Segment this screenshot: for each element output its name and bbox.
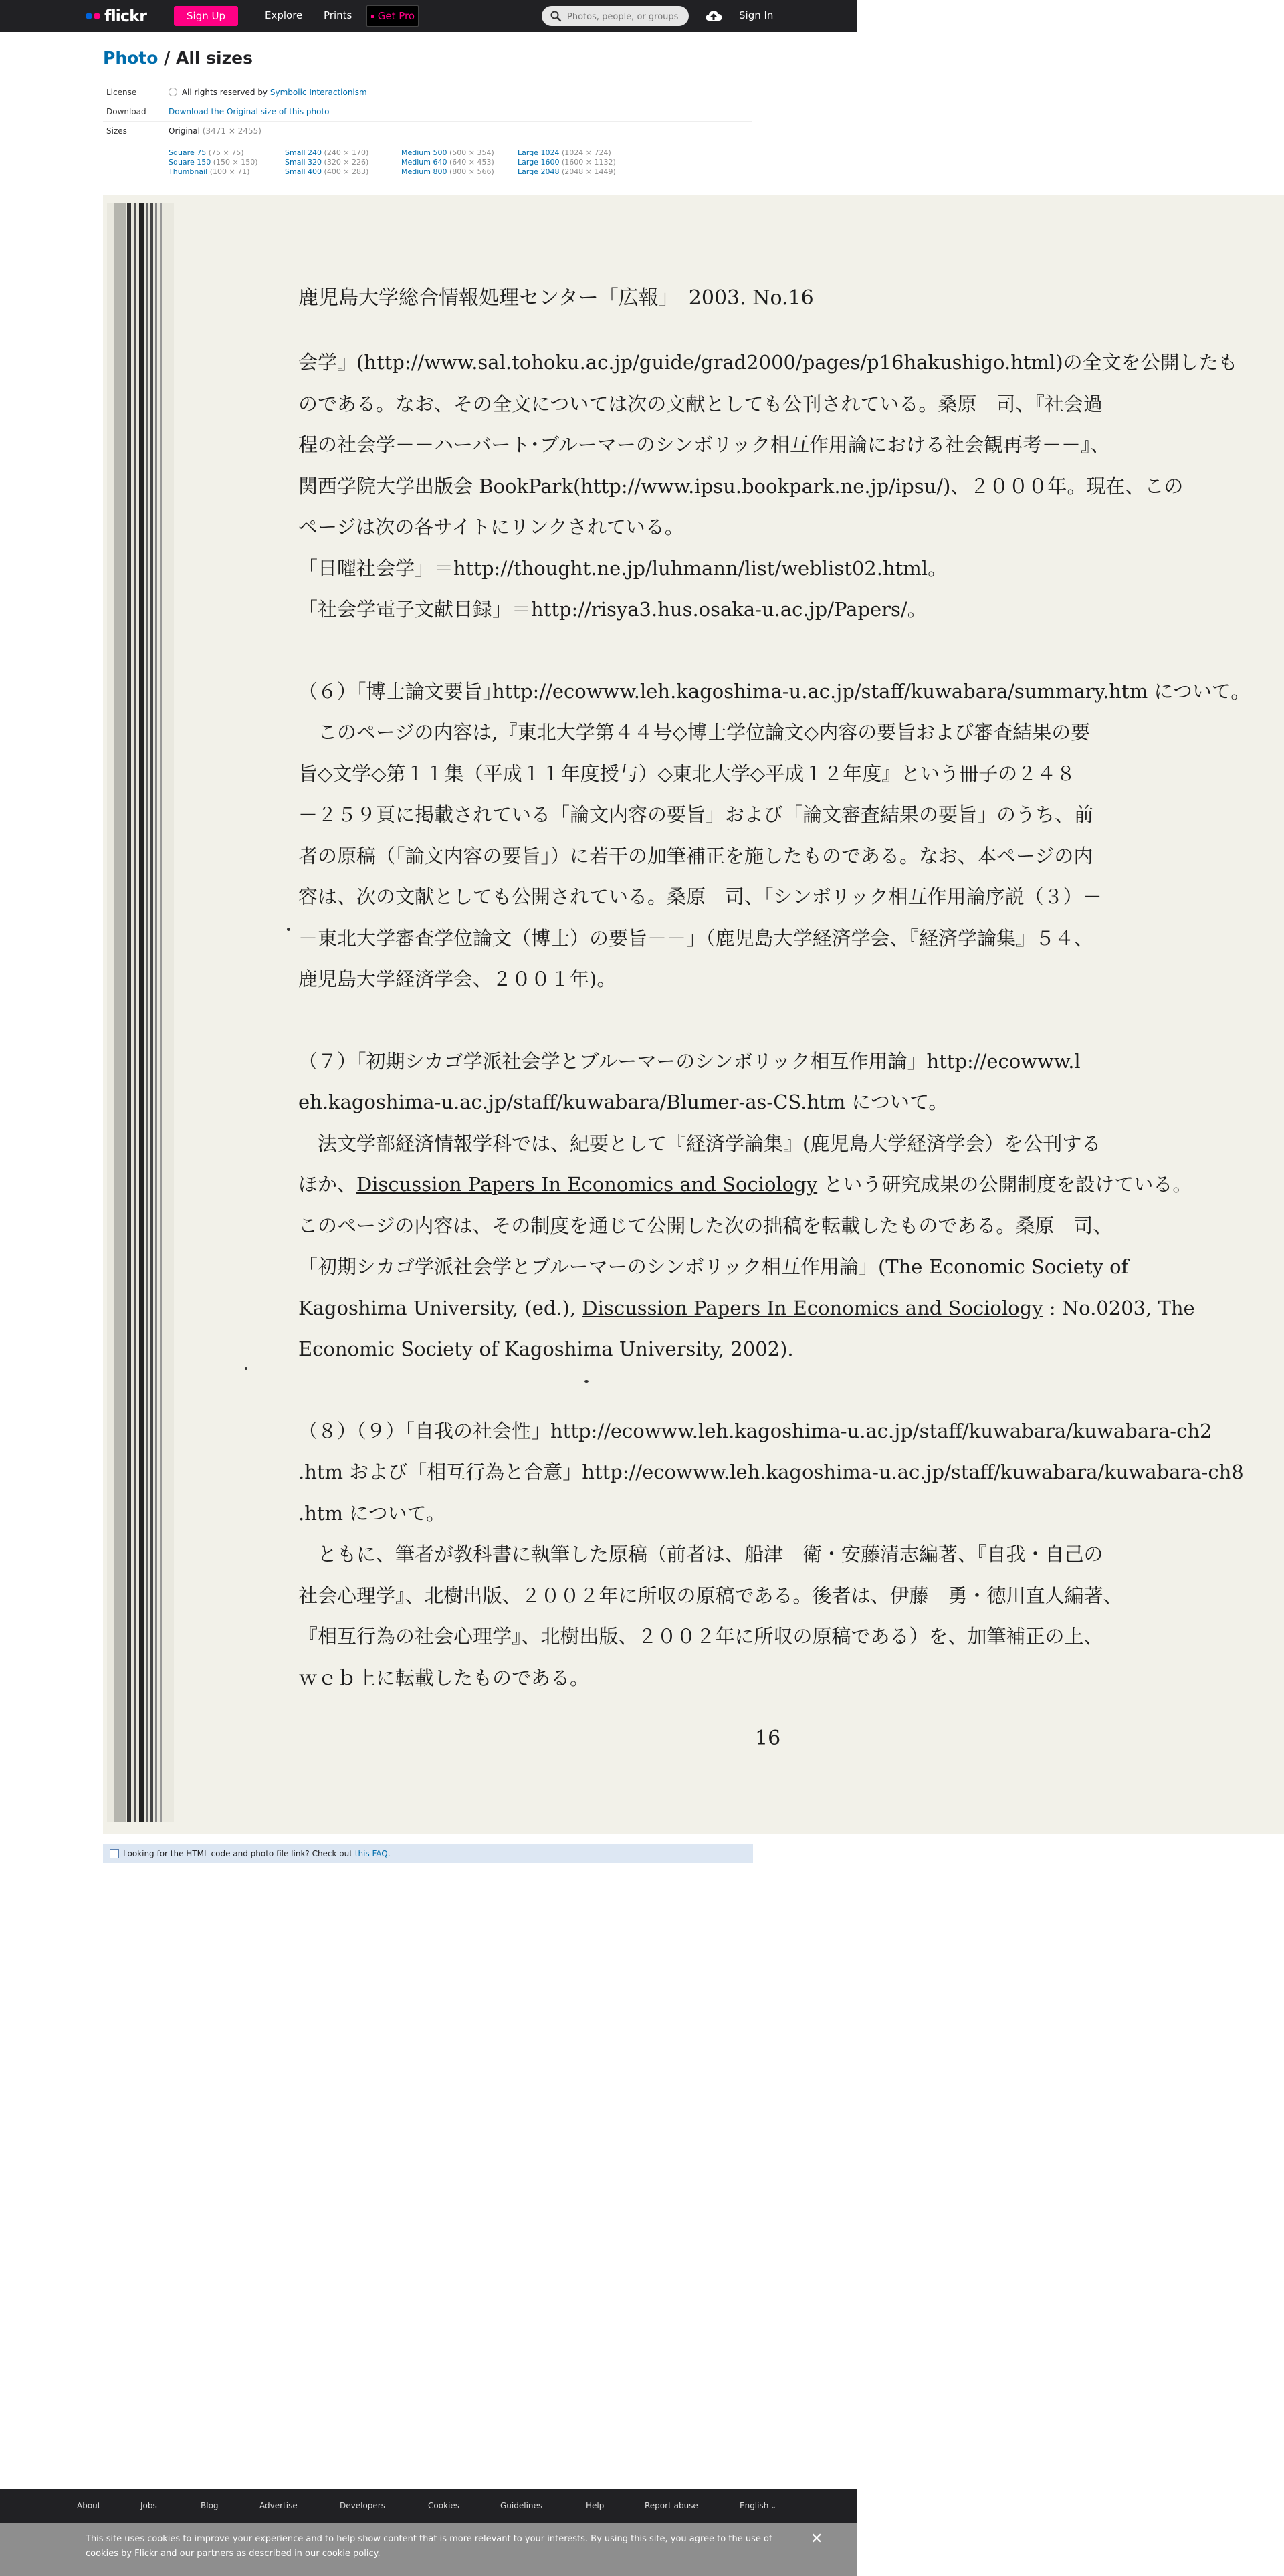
logo-blue-dot: [86, 13, 92, 19]
download-original-link[interactable]: Download the Original size of this photo: [169, 107, 330, 116]
size-link[interactable]: Small 240: [285, 148, 322, 157]
doc-line: 会学』(http://www.sal.tohoku.ac.jp/guide/grad2000/pages/p16hakushigo.html)の全文を公開したも: [298, 351, 1238, 374]
size-link[interactable]: Large 1024: [518, 148, 560, 157]
size-dims: (320 × 226): [324, 158, 369, 167]
doc-line: eh.kagoshima-u.ac.jp/staff/kuwabara/Blumer-as-CS.htm について。: [298, 1091, 948, 1113]
underlined-series-title: Discussion Papers In Economics and Sociology: [356, 1173, 818, 1196]
doc-line: 容は、次の文献としても公開されている。桑原 司、｢シンボリック相互作用論序説（３）－: [298, 885, 1102, 908]
faq-text: Looking for the HTML code and photo file link? Check out: [123, 1849, 352, 1858]
sizes-label: Sizes: [106, 126, 127, 136]
cookie-text: [86, 2532, 774, 2561]
footer-cookies[interactable]: Cookies: [428, 2501, 459, 2510]
search-input[interactable]: [566, 9, 682, 24]
size-dims: (640 × 453): [449, 158, 494, 167]
doc-line: ほか、Discussion Papers In Economics and Sociology という研究成果の公開制度を設けている。: [298, 1173, 1192, 1196]
doc-line: 者の原稿（｢論文内容の要旨｣）に若干の加筆補正を施したものである。なお、本ページの内: [298, 844, 1093, 867]
doc-line: －東北大学審査学位論文（博士）の要旨－－｣（鹿児島大学経済学会、『経済学論集』５４、: [298, 926, 1094, 950]
size-dims: (1600 × 1132): [561, 158, 616, 167]
top-nav: [0, 0, 857, 32]
info-table: [103, 83, 752, 140]
size-link[interactable]: Large 2048: [518, 167, 560, 176]
doc-line: .htm について。: [298, 1501, 446, 1525]
cookie-message: This site uses cookies to improve your experience and to help show content that is more relevant to your interests. By using this site, you agree to the use of cookies by Flickr and our partners as described in our: [86, 2534, 772, 2559]
footer: [0, 2489, 857, 2576]
document-header: 鹿児島大学総合情報処理センター「広報」 2003. No.16: [298, 286, 814, 310]
footer-report-abuse[interactable]: Report abuse: [645, 2501, 698, 2510]
sizes-row: [103, 122, 752, 140]
footer-developers[interactable]: Developers: [340, 2501, 385, 2510]
size-option[interactable]: [401, 167, 515, 177]
footer-advertise[interactable]: Advertise: [259, 2501, 298, 2510]
license-row: [103, 83, 752, 102]
search-icon: [550, 10, 562, 22]
doc-line: 「日曜社会学」＝http://thought.ne.jp/luhmann/list/weblist02.html。: [298, 556, 948, 580]
size-dims: (150 × 150): [213, 158, 258, 167]
footer-help[interactable]: Help: [586, 2501, 605, 2510]
size-link[interactable]: Small 400: [285, 167, 322, 176]
doc-line: のである。なお、その全文については次の文献としても公刊されている。桑原 司、『社会過: [298, 392, 1103, 415]
doc-line: ｗｅｂ上に転載したものである。: [298, 1666, 590, 1689]
scan-binding-edge: [107, 203, 174, 1822]
size-option[interactable]: [285, 148, 399, 158]
size-option[interactable]: [518, 148, 631, 158]
size-dims: (100 × 71): [209, 167, 250, 176]
size-option[interactable]: [401, 148, 515, 158]
doc-line: このページの内容は,『東北大学第４４号◇博士学位論文◇内容の要旨および審査結果の要: [298, 721, 1091, 744]
pro-icon: ▪: [370, 12, 375, 20]
cookie-policy-link[interactable]: cookie policy: [322, 2549, 378, 2559]
nav-prints[interactable]: Prints: [324, 9, 352, 21]
footer-jobs[interactable]: Jobs: [140, 2501, 157, 2510]
page-title: [103, 48, 253, 68]
doc-line: （８）（９）「自我の社会性」http://ecowww.leh.kagoshima-u.ac.jp/staff/kuwabara/kuwabara-ch2: [298, 1419, 1212, 1442]
download-label: Download: [106, 107, 146, 116]
doc-line: －２５９頁に掲載されている「論文内容の要旨」および「論文審査結果の要旨」のうち、前: [298, 803, 1094, 826]
size-option[interactable]: [169, 158, 282, 167]
faq-bar: [103, 1844, 753, 1863]
search-box[interactable]: [542, 6, 689, 26]
doc-line: 法文学部経済情報学科では、紀要として『経済学論集』(鹿児島大学経済学会）を公刊する: [298, 1132, 1101, 1155]
sizes-current: [169, 126, 261, 136]
size-dims: (2048 × 1449): [561, 167, 616, 176]
size-dims: (75 × 75): [208, 148, 244, 157]
upload-icon[interactable]: [704, 7, 724, 25]
license-text: All rights reserved by: [181, 88, 268, 97]
size-option[interactable]: [285, 167, 399, 177]
signin-link[interactable]: Sign In: [739, 9, 774, 21]
doc-line: このページの内容は、その制度を通じて公開した次の拙稿を転載したものである。桑原 司、: [298, 1214, 1113, 1237]
doc-line: 旨◇文学◇第１１集（平成１１年度授与）◇東北大学◇平成１２年度』という冊子の２４８: [298, 762, 1076, 785]
size-link[interactable]: Large 1600: [518, 158, 560, 167]
photo-original: [103, 195, 1284, 1834]
size-link[interactable]: Square 150: [169, 158, 211, 167]
doc-line: 関西学院大学出版会 BookPark(http://www.ipsu.bookpark.ne.jp/ipsu/)、２０００年。現在、この: [298, 474, 1184, 498]
doc-line: ページは次の各サイトにリンクされている。: [298, 516, 684, 538]
doc-line: ともに、筆者が教科書に執筆した原稿（前者は、船津 衛・安藤清志編著、『自我・自己の: [298, 1543, 1103, 1566]
doc-line: 「初期シカゴ学派社会学とブルーマーのシンボリック相互作用論」(The Economic Society of: [298, 1255, 1129, 1278]
footer-guidelines[interactable]: Guidelines: [500, 2501, 543, 2510]
document-body: [298, 342, 1251, 1699]
size-dims: (400 × 283): [324, 167, 369, 176]
faq-end: .: [387, 1849, 391, 1858]
size-option[interactable]: [518, 158, 631, 167]
footer-blog[interactable]: Blog: [201, 2501, 219, 2510]
cookie-banner: [0, 2523, 857, 2576]
doc-line: Kagoshima University, (ed.), Discussion Papers In Economics and Sociology : No.0203, The: [298, 1296, 1195, 1319]
size-link[interactable]: Medium 640: [401, 158, 447, 167]
logo-text: flickr: [104, 7, 146, 25]
signup-button[interactable]: Sign Up: [174, 6, 238, 26]
sizes-current-name: Original: [169, 126, 200, 136]
size-link[interactable]: Small 320: [285, 158, 322, 167]
footer-about[interactable]: About: [77, 2501, 101, 2510]
document-page-number: 16: [755, 1727, 781, 1750]
nav-explore[interactable]: Explore: [265, 9, 303, 21]
copyright-icon: [169, 88, 177, 96]
doc-line: 社会心理学』、北樹出版、２００２年に所収の原稿である。後者は、伊藤 勇・徳川直人編著、: [298, 1584, 1123, 1607]
size-option[interactable]: [401, 158, 515, 167]
doc-line: 「社会学電子文献目録」＝http://risya3.hus.osaka-u.ac.jp/Papers/。: [298, 598, 927, 621]
size-link[interactable]: Medium 800: [401, 167, 447, 176]
size-option[interactable]: [169, 148, 282, 158]
cookie-end: .: [377, 2549, 381, 2559]
size-dims: (240 × 170): [324, 148, 369, 157]
license-owner-link[interactable]: Symbolic Interactionism: [270, 88, 367, 97]
flickr-logo[interactable]: [86, 8, 146, 24]
breadcrumb-current: All sizes: [175, 48, 253, 68]
close-icon[interactable]: ✕: [811, 2531, 823, 2547]
size-link[interactable]: Square 75: [169, 148, 207, 157]
underlined-series-title: Discussion Papers In Economics and Sociology: [582, 1296, 1043, 1319]
footer-links: [0, 2489, 857, 2523]
doc-line: （７）「初期シカゴ学派社会学とブルーマーのシンボリック相互作用論」http://ecowww.l: [298, 1049, 1081, 1073]
size-dims: (500 × 354): [449, 148, 494, 157]
info-icon: [110, 1849, 119, 1858]
doc-line: .htm および「相互行為と合意」http://ecowww.leh.kagoshima-u.ac.jp/staff/kuwabara/kuwabara-ch8: [298, 1461, 1244, 1483]
doc-line: 程の社会学－－ハーバート･ブルーマーのシンボリック相互作用論における社会観再考－－』、: [298, 433, 1110, 456]
size-link[interactable]: Medium 500: [401, 148, 447, 157]
breadcrumb-separator: /: [158, 48, 176, 68]
chevron-down-icon: ⌄: [771, 2504, 776, 2510]
language-selector[interactable]: [740, 2501, 776, 2510]
size-dims: (800 × 566): [449, 167, 494, 176]
sizes-current-dims: (3471 × 2455): [202, 126, 261, 136]
license-value: [169, 88, 367, 97]
get-pro-label: Get Pro: [377, 10, 415, 22]
scan-speck: [245, 1367, 247, 1370]
size-option[interactable]: [518, 167, 631, 177]
size-dims: (1024 × 724): [561, 148, 611, 157]
logo-pink-dot: [94, 13, 100, 19]
size-link[interactable]: Thumbnail: [169, 167, 208, 176]
size-option[interactable]: [285, 158, 399, 167]
language-label: English: [740, 2501, 769, 2510]
doc-line: 『相互行為の社会心理学』、北樹出版、２００２年に所収の原稿である）を、加筆補正の上、: [298, 1625, 1103, 1648]
license-label: License: [106, 88, 137, 97]
get-pro-button[interactable]: [366, 5, 419, 27]
breadcrumb-photo[interactable]: Photo: [103, 48, 158, 68]
size-option[interactable]: [169, 167, 282, 177]
doc-line: （６）｢博士論文要旨｣http://ecowww.leh.kagoshima-u.ac.jp/staff/kuwabara/summary.htm について。: [298, 679, 1251, 703]
doc-line: 鹿児島大学経済学会、２００１年)。: [298, 968, 617, 990]
download-row: [103, 102, 752, 122]
doc-line: Economic Society of Kagoshima University, 2002).: [298, 1337, 794, 1360]
scan-speck: [287, 928, 290, 931]
faq-link[interactable]: this FAQ: [354, 1849, 388, 1858]
